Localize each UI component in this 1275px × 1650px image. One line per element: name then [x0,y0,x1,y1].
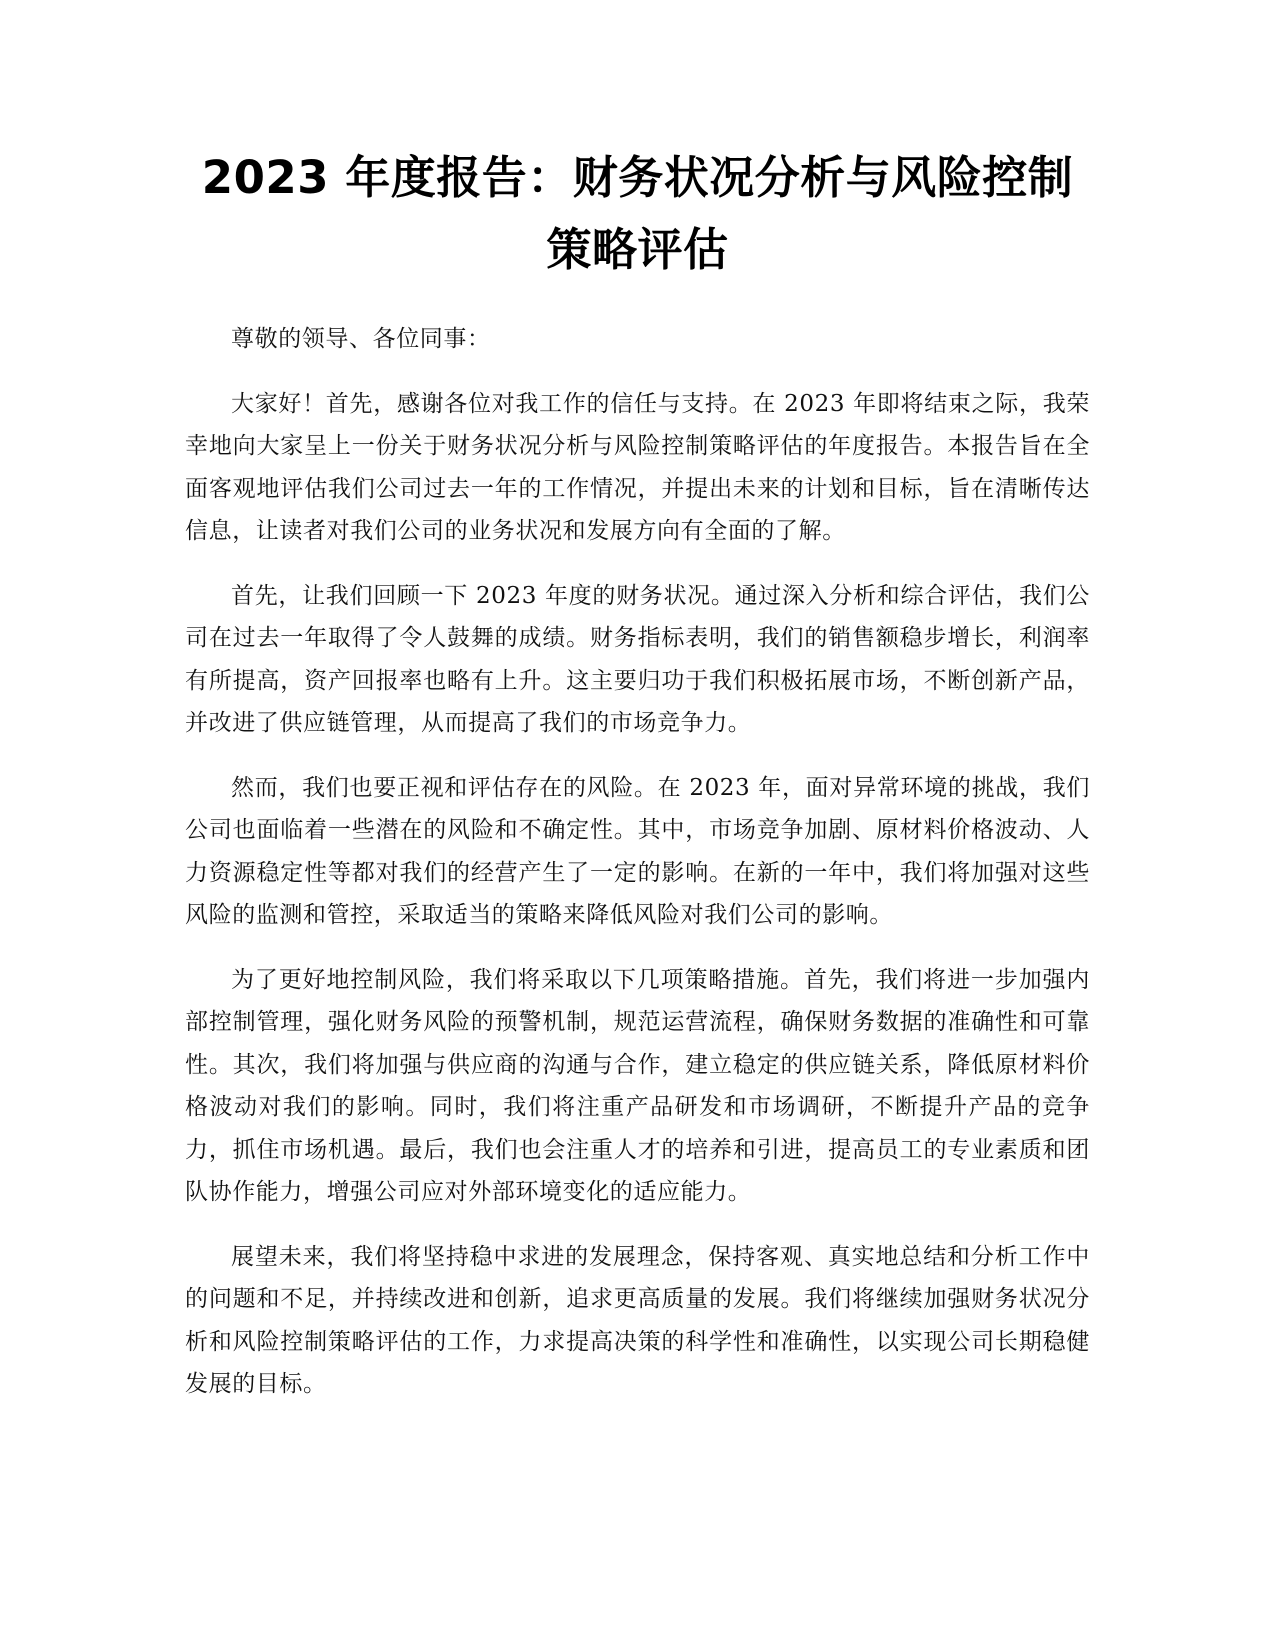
paragraph-financial-review: 首先，让我们回顾一下 2023 年度的财务状况。通过深入分析和综合评估，我们公司在过去一年取得了令人鼓舞的成绩。财务指标表明，我们的销售额稳步增长，利润率有所提高，资产回报率也略有上升。这主要归功于我们积极拓展市场，不断创新产品，并改进了供应链管理，从而提高了我们的市场竞争力。 [185,582,1090,736]
document-body [185,318,1090,1428]
greeting: 尊敬的领导、各位同事： [231,326,491,352]
paragraph-intro: 大家好！首先，感谢各位对我工作的信任与支持。在 2023 年即将结束之际，我荣幸地向大家呈上一份关于财务状况分析与风险控制策略评估的年度报告。本报告旨在全面客观地评估我们公司过去一年的工作情况，并提出未来的计划和目标，旨在清晰传达信息，让读者对我们公司的业务状况和发展方向有全面的了解。 [185,390,1090,544]
paragraph-outlook: 展望未来，我们将坚持稳中求进的发展理念，保持客观、真实地总结和分析工作中的问题和不足，并持续改进和创新，追求更高质量的发展。我们将继续加强财务状况分析和风险控制策略评估的工作，力求提高决策的科学性和准确性，以实现公司长期稳健发展的目标。 [185,1243,1090,1397]
document-title: 2023 年度报告：财务状况分析与风险控制策略评估 [201,151,1074,276]
paragraph-risk-assessment: 然而，我们也要正视和评估存在的风险。在 2023 年，面对异常环境的挑战，我们公司也面临着一些潜在的风险和不确定性。其中，市场竞争加剧、原材料价格波动、人力资源稳定性等都对我们的经营产生了一定的影响。在新的一年中，我们将加强对这些风险的监测和管控，采取适当的策略来降低风险对我们公司的影响。 [185,774,1090,928]
paragraph-risk-strategies: 为了更好地控制风险，我们将采取以下几项策略措施。首先，我们将进一步加强内部控制管理，强化财务风险的预警机制，规范运营流程，确保财务数据的准确性和可靠性。其次，我们将加强与供应商的沟通与合作，建立稳定的供应链关系，降低原材料价格波动对我们的影响。同时，我们将注重产品研发和市场调研，不断提升产品的竞争力，抓住市场机遇。最后，我们也会注重人才的培养和引进，提高员工的专业素质和团队协作能力，增强公司应对外部环境变化的适应能力。 [185,966,1090,1205]
